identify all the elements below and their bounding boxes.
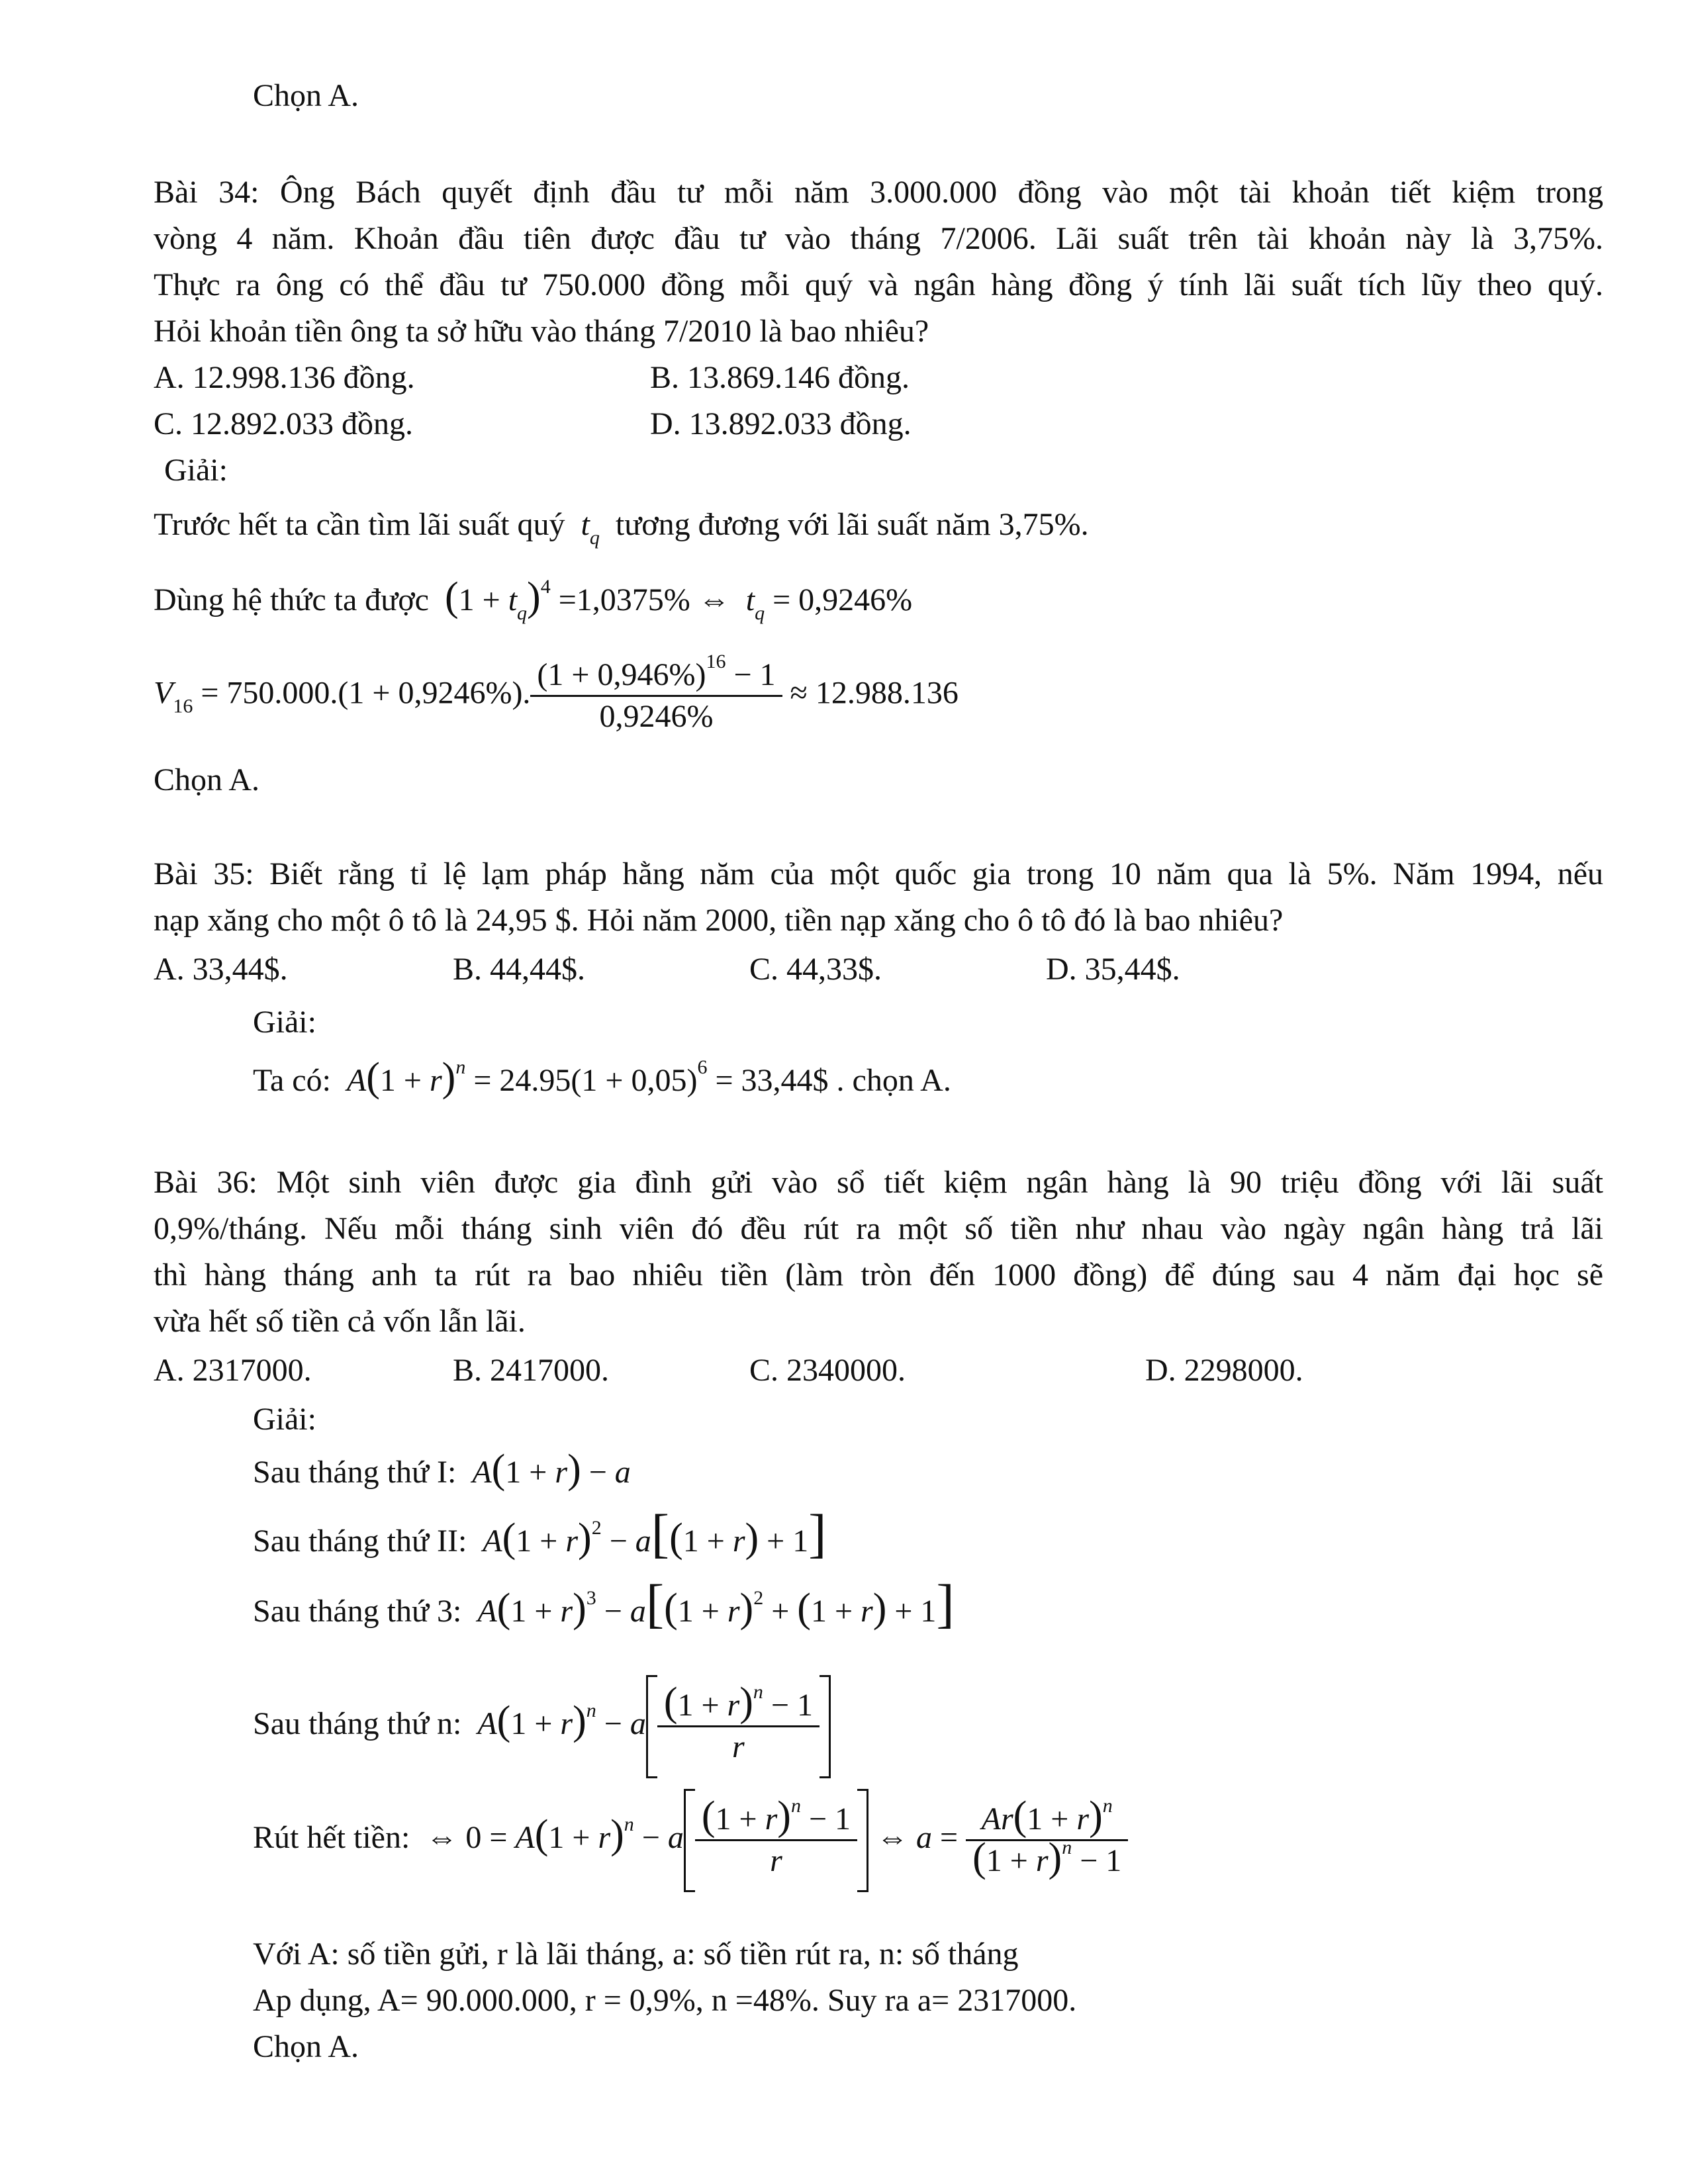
step-label: Sau tháng thứ II: [253, 1524, 467, 1559]
math-text: = 24.95(1 + 0,05) [473, 1063, 698, 1098]
math-text: = 0,9246% [773, 582, 913, 617]
solution-label: Giải: [164, 453, 228, 488]
formula-v16: $V_{16} = 750.000.(1 + 0,9246\%)$. $\frac{(1 + 0,946\%)^{16} - 1}{0,9246\%}$ ≈ 12.988.136 [154, 655, 959, 737]
problem-34-line-3: Thực ra ông có thể đầu tư 750.000 đồng mỗi quý và ngân hàng đồng ý tính lãi suất tích lũy theo quý. [154, 267, 1603, 302]
math-text: = 33,44$ . chọn A. [715, 1063, 951, 1098]
problem-35-line-1: Bài 35: Biết rằng tỉ lệ lạm pháp hằng năm của một quốc gia trong 10 năm qua là 5%. Năm 1994, nếu [154, 856, 1603, 891]
solution-label: Giải: [253, 1402, 316, 1437]
denominator: 0,9246% [530, 695, 782, 737]
step-label: Sau tháng thứ 3: [253, 1594, 462, 1629]
problem-34-line-2: vòng 4 năm. Khoản đầu tiên được đầu tư vào tháng 7/2006. Lãi suất trên tài khoản này là 3,75%. [154, 221, 1603, 256]
solution-label: Giải: [253, 1005, 316, 1040]
math-text: ≈ 12.988.136 [790, 675, 959, 711]
solution-text: Ta có: [253, 1063, 331, 1098]
numerator-tail: − 1 [733, 657, 776, 692]
solution-text: tương đương với lãi suất năm 3,75%. [615, 507, 1089, 542]
problem-36-line-2: 0,9%/tháng. Nếu mỗi tháng sinh viên đó đều rút ra một số tiền như nhau vào ngày ngân hàng trả lãi [154, 1211, 1603, 1246]
step-month-2: Sau tháng thứ II: $A(1 + r)^2 - a[(1 + r) + 1]$ [253, 1503, 827, 1563]
math-text: = 750.000.(1 + 0,9246%). [201, 675, 531, 711]
solution-line-1: Trước hết ta cần tìm lãi suất quý $t_q$ tương đương với lãi suất năm 3,75%. [154, 507, 1089, 549]
legend-line: Với A: số tiền gửi, r là lãi tháng, a: số tiền rút ra, n: số tháng [253, 1936, 1019, 1972]
problem-36-line-1: Bài 36: Một sinh viên được gia đình gửi vào sổ tiết kiệm ngân hàng là 90 triệu đồng với lãi suất [154, 1165, 1603, 1200]
problem-34-line-1: Bài 34: Ông Bách quyết định đầu tư mỗi năm 3.000.000 đồng vào một tài khoản tiết kiệm trong [154, 175, 1603, 210]
exponent: 16 [706, 651, 726, 672]
numerator: (1 + 0,946%) [537, 657, 706, 692]
option-d: D. 2298000. [1145, 1353, 1303, 1388]
step-month-1: Sau tháng thứ I: A(1 + r) − a [253, 1447, 631, 1492]
solution-text: Dùng hệ thức ta được [154, 582, 429, 617]
option-a: A. 12.998.136 đồng. [154, 360, 415, 395]
problem-35-line-2: nạp xăng cho một ô tô là 24,95 $. Hỏi năm 2000, tiền nạp xăng cho ô tô đó là bao nhiêu? [154, 903, 1284, 938]
problem-34-line-4: Hỏi khoản tiền ông ta sở hữu vào tháng 7/2010 là bao nhiêu? [154, 314, 929, 349]
option-b: B. 44,44$. [453, 952, 586, 987]
math-text: =1,0375% ⇔ [558, 582, 730, 617]
option-d: D. 13.892.033 đồng. [650, 406, 912, 441]
solution-text: Trước hết ta cần tìm lãi suất quý [154, 507, 565, 542]
step-label: Rút hết tiền: [253, 1820, 410, 1855]
step-month-n: Sau tháng thứ n: $A(1 + r)^n - a$ $\frac{(1 + r)^n - 1}{r}$ [253, 1674, 831, 1778]
option-b: B. 13.869.146 đồng. [650, 360, 910, 395]
step-month-3: Sau tháng thứ 3: $A(1 + r)^3 - a[(1 + r)^2 + (1 + r) + 1]$ [253, 1573, 955, 1633]
answer-line: Chọn A. [253, 78, 359, 113]
option-c: C. 12.892.033 đồng. [154, 406, 414, 441]
fraction [530, 651, 782, 737]
step-label: Sau tháng thứ I: [253, 1455, 457, 1490]
option-d: D. 35,44$. [1046, 952, 1180, 987]
solution-equation: Ta có: $A(1 + r)^n = 24.95(1 + 0,05)^6$ = 33,44$ . chọn A. [253, 1055, 951, 1100]
apply-line: Ap dụng, A= 90.000.000, r = 0,9%, n =48%. Suy ra a= 2317000. [253, 1983, 1077, 2018]
problem-36-line-3: thì hàng tháng anh ta rút ra bao nhiêu tiền (làm tròn đến 1000 đồng) để đúng sau 4 năm đại học sẽ [154, 1257, 1603, 1293]
answer-line: Chọn A. [154, 762, 260, 797]
answer-line: Chọn A. [253, 2029, 359, 2064]
problem-36-line-4: vừa hết số tiền cả vốn lẫn lãi. [154, 1304, 526, 1339]
step-label: Sau tháng thứ n: [253, 1706, 462, 1741]
option-c: C. 44,33$. [749, 952, 882, 987]
option-c: C. 2340000. [749, 1353, 906, 1388]
option-a: A. 33,44$. [154, 952, 288, 987]
solution-line-2: Dùng hệ thức ta được $(1 + t_q)^4 =1,0375\%$ ⇔ $t_q = 0,9246\%$ [154, 574, 913, 624]
step-withdraw-all: Rút hết tiền: ⇔ $0 = A(1 + r)^n - a$ $\frac{(1 + r)^n - 1}{r}$ ⇔ a = $\frac{Ar(1 + r)^n}{(1 + r)^n - 1}$ [253, 1788, 1128, 1892]
option-a: A. 2317000. [154, 1353, 312, 1388]
option-b: B. 2417000. [453, 1353, 610, 1388]
exponent: 6 [697, 1056, 708, 1078]
